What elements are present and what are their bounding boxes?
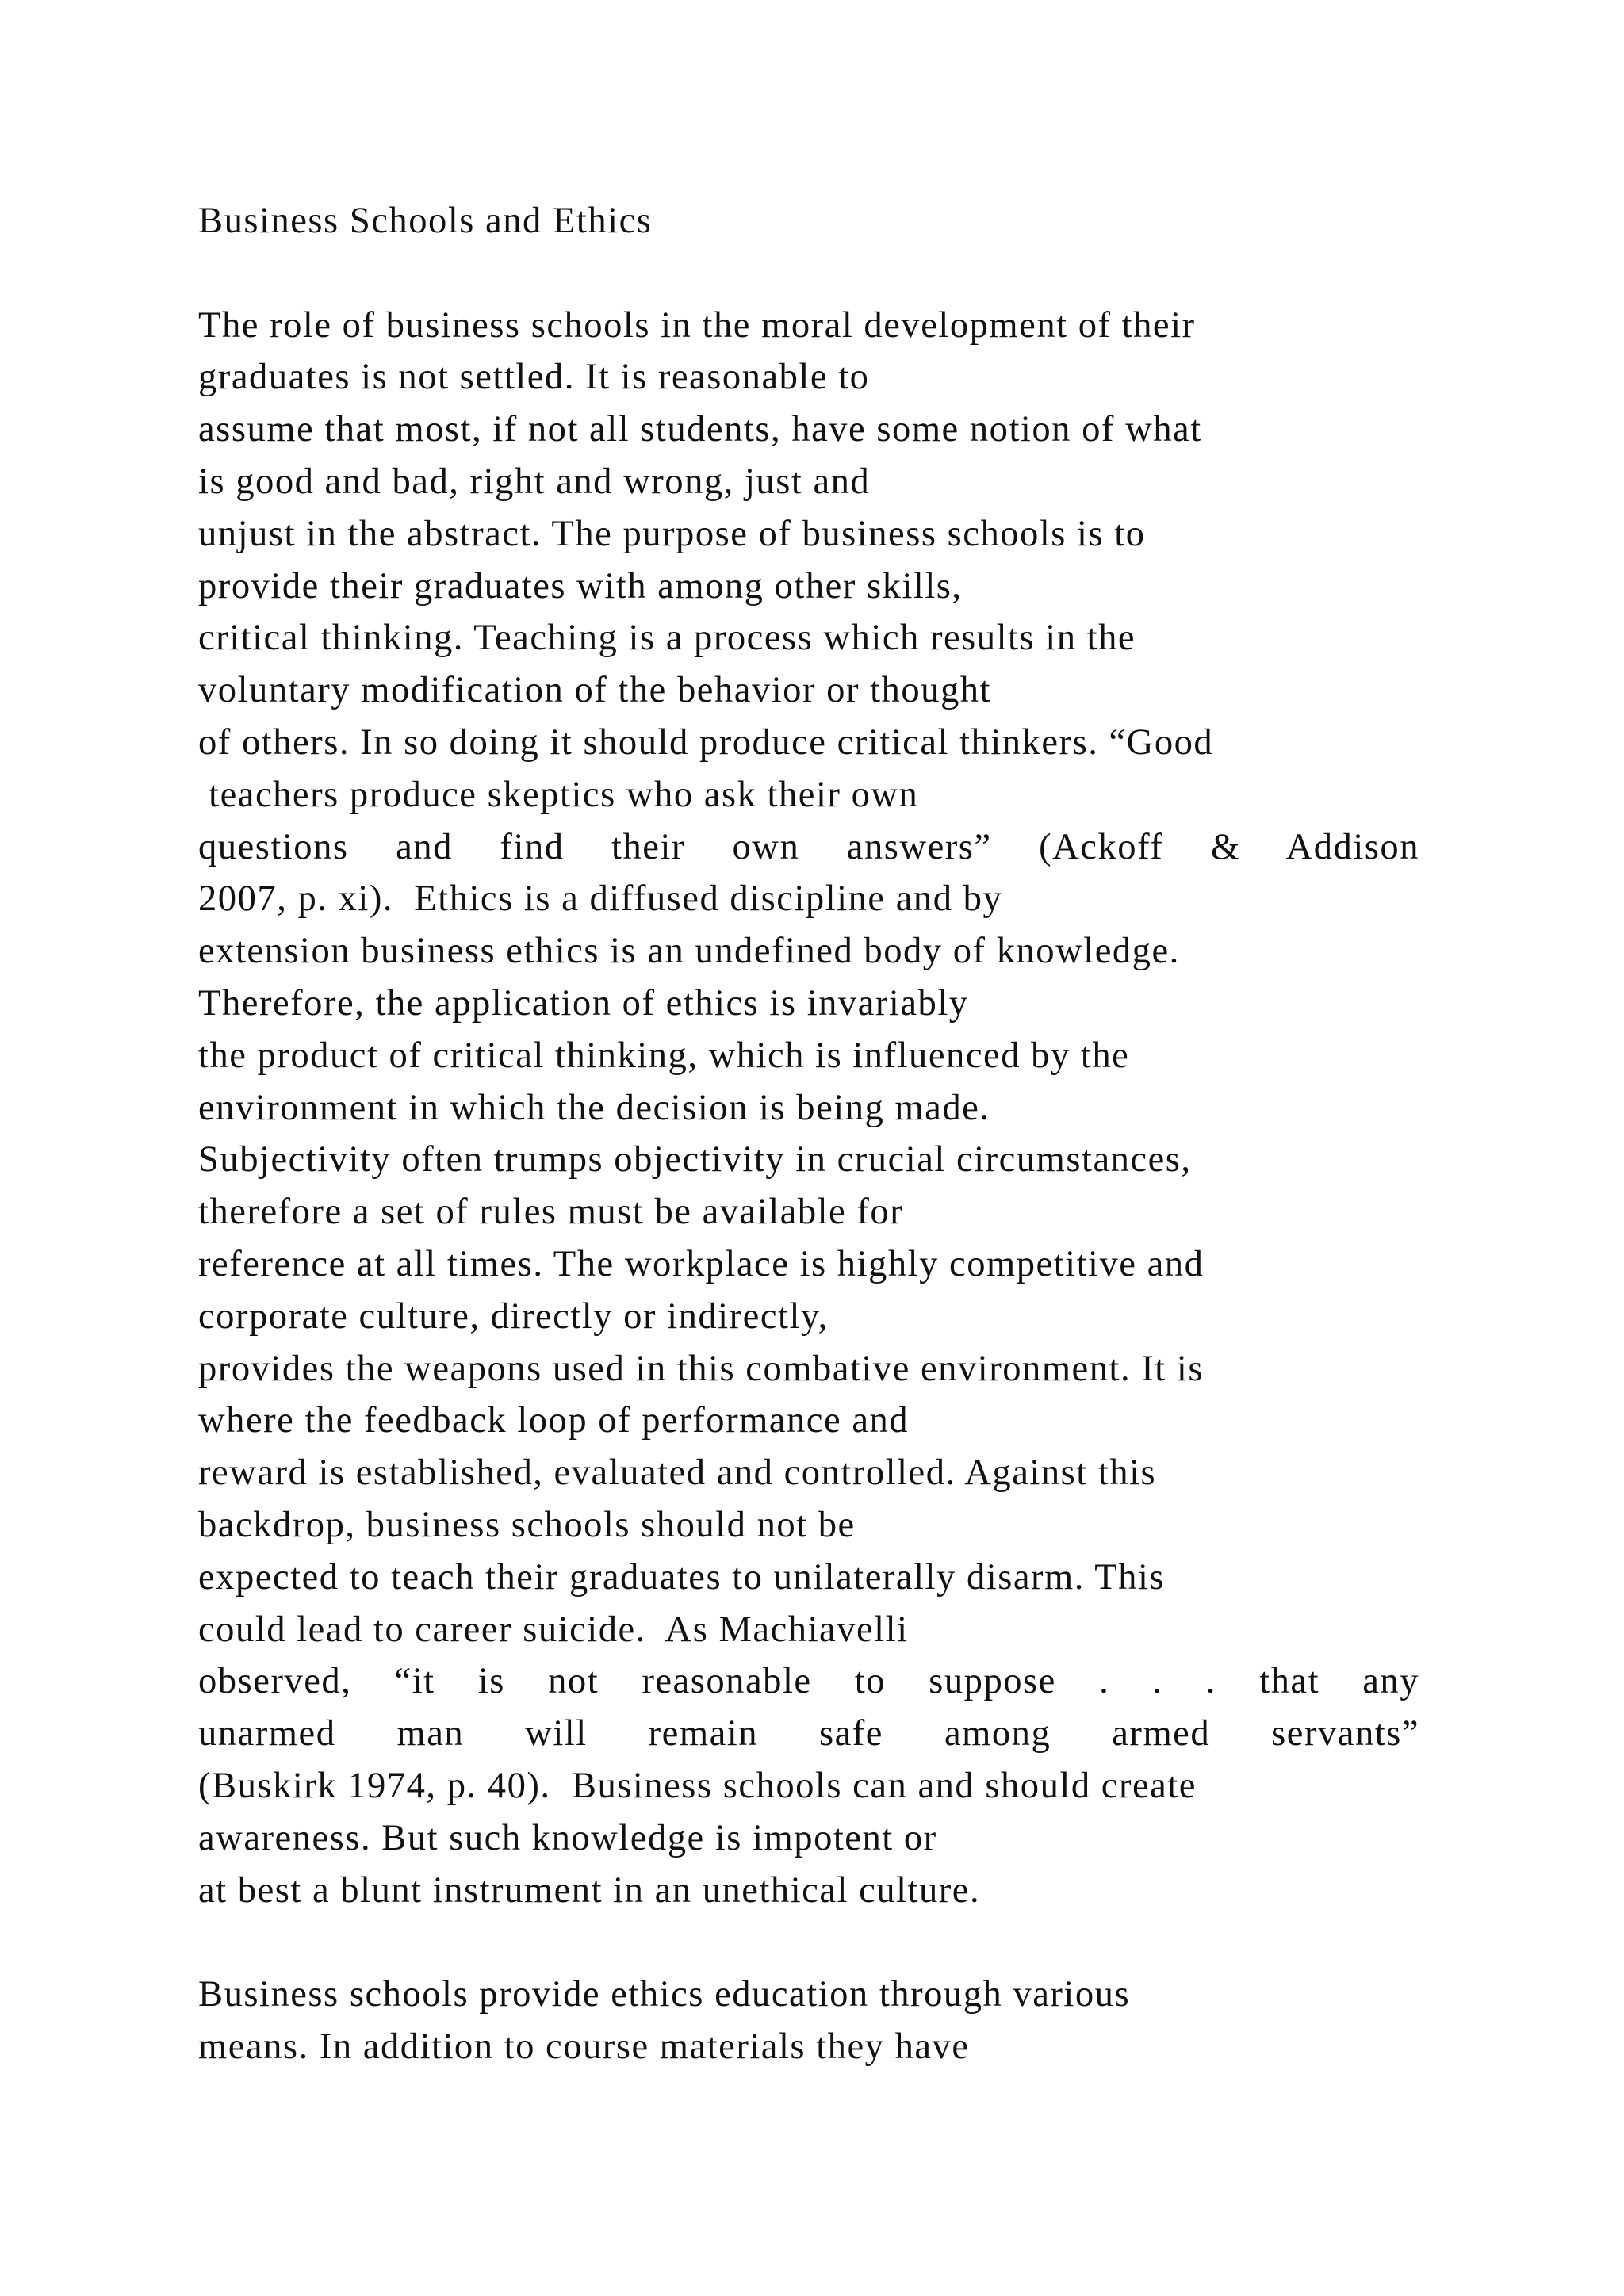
paragraph-1-line: where the feedback loop of performance and [198, 1399, 910, 1441]
paragraph-1-line: environment in which the decision is being made. [198, 1086, 990, 1128]
paragraph-1-line: graduates is not settled. It is reasonable to [198, 356, 870, 398]
document-title: Business Schools and Ethics [198, 200, 653, 241]
paragraph-1-line: voluntary modification of the behavior or thought [198, 669, 991, 711]
paragraph-1-line: awareness. But such knowledge is impotent or [198, 1816, 937, 1858]
paragraph-1-line: unjust in the abstract. The purpose of business schools is to [198, 512, 1146, 554]
paragraph-1-line: assume that most, if not all students, have some notion of what [198, 408, 1202, 450]
paragraph-1-line: the product of critical thinking, which is influenced by the [198, 1034, 1130, 1076]
paragraph-1-line: Subjectivity often trumps objectivity in crucial circumstances, [198, 1138, 1192, 1181]
paragraph-1-line: therefore a set of rules must be available for [198, 1191, 904, 1233]
paragraph-1-line: expected to teach their graduates to unilaterally disarm. This [198, 1556, 1166, 1598]
paragraph-1-line: The role of business schools in the moral development of their [198, 304, 1196, 346]
paragraph-1-line: at best a blunt instrument in an unethical culture. [198, 1869, 981, 1911]
paragraph-1-line: (Buskirk 1974, p. 40). Business schools can and should create [198, 1764, 1197, 1806]
paragraph-1-line: extension business ethics is an undefined body of knowledge. [198, 930, 1180, 972]
paragraph-1-line: corporate culture, directly or indirectly, [198, 1295, 829, 1337]
paragraph-1-line: provide their graduates with among other skills, [198, 564, 963, 607]
paragraph-1-line: of others. In so doing it should produce critical thinkers. “Good [198, 721, 1214, 763]
paragraph-gap [198, 247, 1483, 300]
paragraph-2-line: Business schools provide ethics education through various [198, 1973, 1131, 2015]
paragraph-1-line: reference at all times. The workplace is highly competitive and [198, 1242, 1205, 1284]
paragraph-2-line: means. In addition to course materials they have [198, 2025, 970, 2067]
paragraph-1-line: unarmed man will remain safe among armed servants” [198, 1712, 1419, 1755]
paragraph-1-line: backdrop, business schools should not be [198, 1503, 856, 1545]
paragraph-1-line: could lead to career suicide. As Machiavelli [198, 1608, 909, 1650]
paragraph-1-line: questions and find their own answers” (Ackoff & Addison [198, 825, 1419, 867]
paragraph-1-line: teachers produce skeptics who ask their own [198, 773, 919, 815]
paragraph-gap [198, 1916, 1483, 1969]
paragraph-1-line: observed, “it is not reasonable to suppose . . . that any [198, 1660, 1419, 1702]
paragraph-1-line: critical thinking. Teaching is a process which results in the [198, 617, 1136, 659]
paragraph-1-line: reward is established, evaluated and controlled. Against this [198, 1452, 1157, 1494]
paragraph-1-line: Therefore, the application of ethics is invariably [198, 982, 969, 1024]
document-body [198, 195, 1483, 2073]
paragraph-1-line: provides the weapons used in this combative environment. It is [198, 1347, 1204, 1389]
paragraph-1-line: is good and bad, right and wrong, just and [198, 460, 871, 502]
paragraph-1-line: 2007, p. xi). Ethics is a diffused discipline and by [198, 878, 1003, 920]
